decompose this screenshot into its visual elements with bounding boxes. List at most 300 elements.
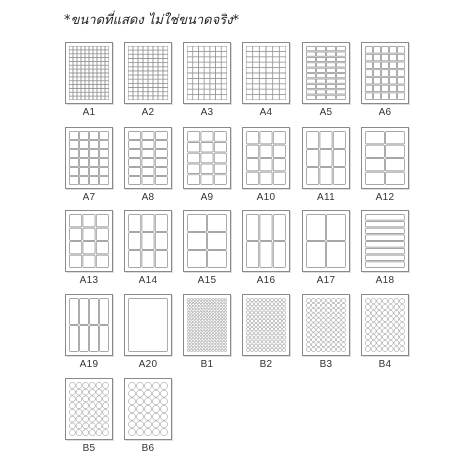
label-sheet-a20[interactable] bbox=[124, 294, 172, 370]
label-cell bbox=[188, 153, 200, 163]
label-cell bbox=[194, 337, 196, 339]
label-cell bbox=[85, 89, 89, 92]
label-cell bbox=[224, 324, 226, 326]
label-sheet-a13[interactable] bbox=[65, 210, 113, 286]
label-cell bbox=[327, 52, 336, 56]
label-cell bbox=[221, 340, 223, 342]
label-sheet-a6[interactable] bbox=[361, 42, 409, 118]
label-cell bbox=[187, 95, 192, 100]
label-cell bbox=[152, 382, 159, 389]
label-cell bbox=[215, 327, 217, 329]
label-cell bbox=[190, 343, 192, 345]
label-cell bbox=[366, 221, 405, 227]
label-cell bbox=[208, 251, 227, 268]
label-cell bbox=[83, 409, 89, 415]
label-sheet-a14[interactable] bbox=[124, 210, 172, 286]
label-cell bbox=[365, 304, 370, 309]
label-cell bbox=[273, 145, 285, 157]
label-cell bbox=[187, 62, 192, 67]
label-cell bbox=[258, 319, 261, 322]
label-cell bbox=[200, 298, 202, 300]
label-cell bbox=[209, 305, 211, 307]
label-cell bbox=[215, 311, 217, 313]
label-cell bbox=[193, 73, 198, 78]
label-cell bbox=[400, 298, 405, 303]
label-cell bbox=[366, 47, 373, 54]
label-cell bbox=[280, 68, 286, 73]
label-cell bbox=[366, 255, 405, 261]
label-cell bbox=[218, 317, 220, 319]
label-sheet-b1[interactable] bbox=[183, 294, 231, 370]
sheet-code-label: A1 bbox=[82, 107, 96, 118]
label-cell bbox=[160, 390, 167, 397]
label-cell bbox=[93, 73, 97, 76]
sheet-layout bbox=[66, 43, 112, 103]
label-cell bbox=[221, 349, 223, 351]
label-cell bbox=[153, 50, 158, 54]
label-cell bbox=[366, 70, 373, 77]
label-cell bbox=[306, 328, 310, 332]
label-cell bbox=[128, 429, 135, 436]
label-cell bbox=[144, 421, 151, 428]
sheet-layout bbox=[362, 128, 408, 188]
label-cell bbox=[96, 423, 102, 429]
label-cell bbox=[266, 315, 269, 318]
label-cell bbox=[382, 322, 387, 327]
label-cell bbox=[253, 46, 259, 51]
label-cell bbox=[153, 67, 158, 71]
label-cell bbox=[148, 92, 153, 96]
label-cell bbox=[209, 324, 211, 326]
label-cell bbox=[224, 311, 226, 313]
label-cell bbox=[400, 304, 405, 309]
label-cell bbox=[77, 69, 81, 72]
label-cell bbox=[216, 62, 221, 67]
label-cell bbox=[148, 79, 153, 83]
label-cell bbox=[254, 298, 257, 301]
label-cell bbox=[76, 389, 82, 395]
label-cell bbox=[69, 416, 75, 422]
label-cell bbox=[105, 92, 109, 95]
sheet-layout bbox=[66, 379, 112, 439]
label-cell bbox=[224, 302, 226, 304]
label-cell bbox=[388, 322, 393, 327]
label-cell bbox=[152, 405, 159, 412]
label-cell bbox=[128, 413, 135, 420]
label-cell bbox=[280, 89, 286, 94]
label-sheet-a7[interactable] bbox=[65, 127, 113, 203]
label-cell bbox=[200, 327, 202, 329]
label-cell bbox=[163, 96, 168, 100]
label-cell bbox=[206, 302, 208, 304]
label-cell bbox=[253, 89, 259, 94]
label-cell bbox=[163, 55, 168, 59]
label-cell bbox=[266, 52, 272, 57]
label-cell bbox=[321, 303, 325, 307]
label-cell bbox=[158, 92, 163, 96]
label-cell bbox=[224, 337, 226, 339]
label-sheet-a16[interactable] bbox=[242, 210, 290, 286]
label-cell bbox=[97, 81, 101, 84]
label-cell bbox=[326, 313, 330, 317]
label-cell bbox=[201, 153, 213, 163]
label-cell bbox=[163, 50, 168, 54]
sheet-layout bbox=[125, 43, 171, 103]
label-cell bbox=[221, 314, 223, 316]
label-cell bbox=[221, 305, 223, 307]
label-cell bbox=[341, 343, 345, 347]
label-cell bbox=[214, 164, 226, 174]
label-sheet-a19[interactable] bbox=[65, 294, 113, 370]
label-cell bbox=[194, 302, 196, 304]
label-cell bbox=[326, 333, 330, 337]
label-cell bbox=[282, 323, 285, 326]
label-cell bbox=[388, 316, 393, 321]
sheet-layout bbox=[66, 211, 112, 271]
label-cell bbox=[148, 46, 153, 50]
label-cell bbox=[160, 398, 167, 405]
label-cell bbox=[197, 321, 199, 323]
sheet-code-label: A9 bbox=[200, 192, 214, 203]
label-cell bbox=[327, 68, 336, 72]
label-cell bbox=[262, 332, 265, 335]
label-cell bbox=[337, 95, 346, 99]
label-cell bbox=[280, 79, 286, 84]
label-cell bbox=[394, 334, 399, 339]
label-sheet-a11[interactable] bbox=[302, 127, 350, 203]
label-cell bbox=[250, 311, 253, 314]
label-cell bbox=[194, 340, 196, 342]
sheet-code-label: B2 bbox=[259, 359, 273, 370]
label-cell bbox=[85, 81, 89, 84]
label-cell bbox=[203, 333, 205, 335]
label-cell bbox=[254, 315, 257, 318]
label-cell bbox=[101, 46, 105, 49]
label-cell bbox=[212, 337, 214, 339]
label-cell bbox=[187, 89, 192, 94]
label-cell bbox=[197, 324, 199, 326]
label-cell bbox=[93, 54, 97, 57]
label-sheet-a2[interactable] bbox=[124, 42, 172, 118]
label-cell bbox=[266, 57, 272, 62]
label-cell bbox=[307, 95, 316, 99]
label-sheet-a4[interactable] bbox=[242, 42, 290, 118]
label-cell bbox=[221, 52, 226, 57]
label-cell bbox=[212, 349, 214, 351]
label-cell bbox=[337, 79, 346, 83]
label-cell bbox=[306, 298, 310, 302]
label-cell bbox=[262, 323, 265, 326]
label-cell bbox=[214, 132, 226, 142]
label-cell bbox=[273, 84, 279, 89]
label-cell bbox=[129, 233, 141, 250]
label-cell bbox=[97, 73, 101, 76]
label-cell bbox=[73, 77, 77, 80]
label-cell bbox=[311, 303, 315, 307]
label-cell bbox=[365, 328, 370, 333]
label-sheet-a10[interactable] bbox=[242, 127, 290, 203]
label-cell bbox=[76, 403, 82, 409]
label-cell bbox=[69, 423, 75, 429]
sheet-layout bbox=[303, 211, 349, 271]
label-cell bbox=[81, 58, 85, 61]
label-cell bbox=[204, 84, 209, 89]
label-cell bbox=[307, 242, 326, 268]
label-cell bbox=[83, 242, 95, 254]
label-cell bbox=[282, 336, 285, 339]
label-cell bbox=[327, 79, 336, 83]
label-cell bbox=[311, 298, 315, 302]
label-cell bbox=[246, 315, 249, 318]
label-cell bbox=[371, 328, 376, 333]
label-cell bbox=[163, 79, 168, 83]
label-cell bbox=[212, 321, 214, 323]
label-cell bbox=[212, 311, 214, 313]
label-cell bbox=[129, 132, 141, 140]
label-cell bbox=[190, 314, 192, 316]
label-cell bbox=[270, 307, 273, 310]
label-cell bbox=[224, 343, 226, 345]
label-cell bbox=[311, 308, 315, 312]
label-cell bbox=[128, 84, 133, 88]
label-cell bbox=[85, 69, 89, 72]
label-cell bbox=[158, 59, 163, 63]
label-cell bbox=[153, 96, 158, 100]
label-cell bbox=[203, 311, 205, 313]
label-cell bbox=[386, 132, 405, 144]
label-cell bbox=[266, 319, 269, 322]
label-cell bbox=[128, 75, 133, 79]
label-cell bbox=[90, 159, 99, 167]
label-cell bbox=[103, 382, 109, 388]
label-cell bbox=[89, 92, 93, 95]
label-cell bbox=[77, 50, 81, 53]
label-cell bbox=[97, 54, 101, 57]
label-sheet-b4[interactable] bbox=[361, 294, 409, 370]
label-cell bbox=[320, 132, 332, 149]
label-cell bbox=[247, 145, 259, 157]
label-cell bbox=[280, 52, 286, 57]
label-cell bbox=[128, 59, 133, 63]
label-cell bbox=[85, 58, 89, 61]
label-cell bbox=[374, 93, 381, 100]
label-cell bbox=[216, 95, 221, 100]
label-cell bbox=[80, 177, 89, 185]
label-cell bbox=[89, 46, 93, 49]
label-cell bbox=[105, 77, 109, 80]
label-cell bbox=[101, 85, 105, 88]
label-cell bbox=[133, 46, 138, 50]
label-cell bbox=[187, 73, 192, 78]
label-cell bbox=[197, 311, 199, 313]
label-cell bbox=[258, 303, 261, 306]
label-cell bbox=[70, 242, 82, 254]
label-cell bbox=[187, 340, 189, 342]
label-cell bbox=[153, 92, 158, 96]
label-cell bbox=[336, 313, 340, 317]
label-cell bbox=[200, 340, 202, 342]
label-sheet-a15[interactable] bbox=[183, 210, 231, 286]
label-cell bbox=[282, 332, 285, 335]
label-cell bbox=[138, 96, 143, 100]
label-cell bbox=[377, 304, 382, 309]
label-cell bbox=[274, 298, 277, 301]
label-cell bbox=[247, 215, 259, 241]
label-cell bbox=[390, 62, 397, 69]
label-cell bbox=[317, 68, 326, 72]
label-cell bbox=[282, 298, 285, 301]
label-cell bbox=[193, 95, 198, 100]
label-cell bbox=[366, 215, 405, 221]
label-cell bbox=[206, 340, 208, 342]
label-cell bbox=[105, 73, 109, 76]
sheet-layout bbox=[303, 295, 349, 355]
label-cell bbox=[70, 168, 79, 176]
label-cell bbox=[190, 321, 192, 323]
label-cell bbox=[377, 346, 382, 351]
label-cell bbox=[105, 46, 109, 49]
label-cell bbox=[105, 54, 109, 57]
label-cell bbox=[190, 337, 192, 339]
label-cell bbox=[278, 348, 281, 351]
label-cell bbox=[331, 328, 335, 332]
label-cell bbox=[206, 317, 208, 319]
label-cell bbox=[89, 403, 95, 409]
label-cell bbox=[201, 164, 213, 174]
label-cell bbox=[200, 321, 202, 323]
label-sheet-a18[interactable] bbox=[361, 210, 409, 286]
label-cell bbox=[77, 89, 81, 92]
label-cell bbox=[133, 59, 138, 63]
label-sheet-b6[interactable] bbox=[124, 378, 172, 454]
label-cell bbox=[306, 323, 310, 327]
label-cell bbox=[270, 344, 273, 347]
label-cell bbox=[206, 346, 208, 348]
label-cell bbox=[206, 333, 208, 335]
label-cell bbox=[266, 68, 272, 73]
label-cell bbox=[209, 311, 211, 313]
label-cell bbox=[266, 73, 272, 78]
label-cell bbox=[138, 75, 143, 79]
label-cell bbox=[258, 315, 261, 318]
sheet-layout bbox=[184, 128, 230, 188]
label-cell bbox=[221, 68, 226, 73]
label-cell bbox=[155, 150, 167, 158]
label-sheet-b2[interactable] bbox=[242, 294, 290, 370]
label-cell bbox=[204, 73, 209, 78]
label-cell bbox=[273, 172, 285, 184]
label-cell bbox=[138, 46, 143, 50]
label-cell bbox=[341, 323, 345, 327]
label-cell bbox=[199, 95, 204, 100]
label-cell bbox=[197, 317, 199, 319]
label-cell bbox=[80, 168, 89, 176]
label-cell bbox=[80, 141, 89, 149]
label-cell bbox=[155, 251, 167, 268]
label-cell bbox=[388, 304, 393, 309]
label-cell bbox=[316, 303, 320, 307]
label-cell bbox=[306, 338, 310, 342]
label-cell bbox=[382, 93, 389, 100]
label-cell bbox=[193, 79, 198, 84]
label-cell bbox=[317, 79, 326, 83]
label-cell bbox=[96, 242, 108, 254]
label-cell bbox=[103, 416, 109, 422]
label-cell bbox=[193, 46, 198, 51]
label-cell bbox=[215, 349, 217, 351]
sheet-layout bbox=[362, 295, 408, 355]
label-sheet-a8[interactable] bbox=[124, 127, 172, 203]
label-sheet-a1[interactable] bbox=[65, 42, 113, 118]
label-cell bbox=[200, 343, 202, 345]
label-cell bbox=[81, 46, 85, 49]
label-cell bbox=[100, 326, 109, 352]
label-cell bbox=[93, 96, 97, 99]
label-cell bbox=[203, 314, 205, 316]
label-cell bbox=[128, 405, 135, 412]
label-cell bbox=[246, 340, 249, 343]
label-cell bbox=[274, 323, 277, 326]
label-cell bbox=[216, 46, 221, 51]
label-cell bbox=[209, 330, 211, 332]
label-cell bbox=[218, 324, 220, 326]
label-cell bbox=[193, 89, 198, 94]
label-cell bbox=[258, 336, 261, 339]
label-cell bbox=[187, 343, 189, 345]
label-sheet-a9[interactable] bbox=[183, 127, 231, 203]
label-cell bbox=[262, 336, 265, 339]
label-cell bbox=[282, 348, 285, 351]
label-cell bbox=[246, 73, 252, 78]
sheet-layout bbox=[243, 128, 289, 188]
label-cell bbox=[194, 308, 196, 310]
label-cell bbox=[260, 79, 266, 84]
label-cell bbox=[390, 47, 397, 54]
label-cell bbox=[77, 46, 81, 49]
label-cell bbox=[280, 84, 286, 89]
label-cell bbox=[138, 88, 143, 92]
label-cell bbox=[388, 346, 393, 351]
label-cell bbox=[254, 348, 257, 351]
label-cell bbox=[278, 336, 281, 339]
label-cell bbox=[158, 55, 163, 59]
label-cell bbox=[190, 340, 192, 342]
label-cell bbox=[77, 58, 81, 61]
label-cell bbox=[158, 79, 163, 83]
label-cell bbox=[365, 334, 370, 339]
label-cell bbox=[76, 430, 82, 436]
label-cell bbox=[194, 321, 196, 323]
label-cell bbox=[129, 141, 141, 149]
label-sheet-b3[interactable] bbox=[302, 294, 350, 370]
label-cell bbox=[341, 303, 345, 307]
label-cell bbox=[210, 62, 215, 67]
label-cell bbox=[224, 340, 226, 342]
label-cell bbox=[204, 89, 209, 94]
label-cell bbox=[400, 316, 405, 321]
label-cell bbox=[70, 215, 82, 227]
label-cell bbox=[81, 50, 85, 53]
label-sheet-a5[interactable] bbox=[302, 42, 350, 118]
label-cell bbox=[89, 58, 93, 61]
label-cell bbox=[246, 344, 249, 347]
label-cell bbox=[327, 74, 336, 78]
label-sheet-a17[interactable] bbox=[302, 210, 350, 286]
label-cell bbox=[203, 330, 205, 332]
label-sheet-a3[interactable] bbox=[183, 42, 231, 118]
label-sheet-a12[interactable] bbox=[361, 127, 409, 203]
label-sheet-b5[interactable] bbox=[65, 378, 113, 454]
